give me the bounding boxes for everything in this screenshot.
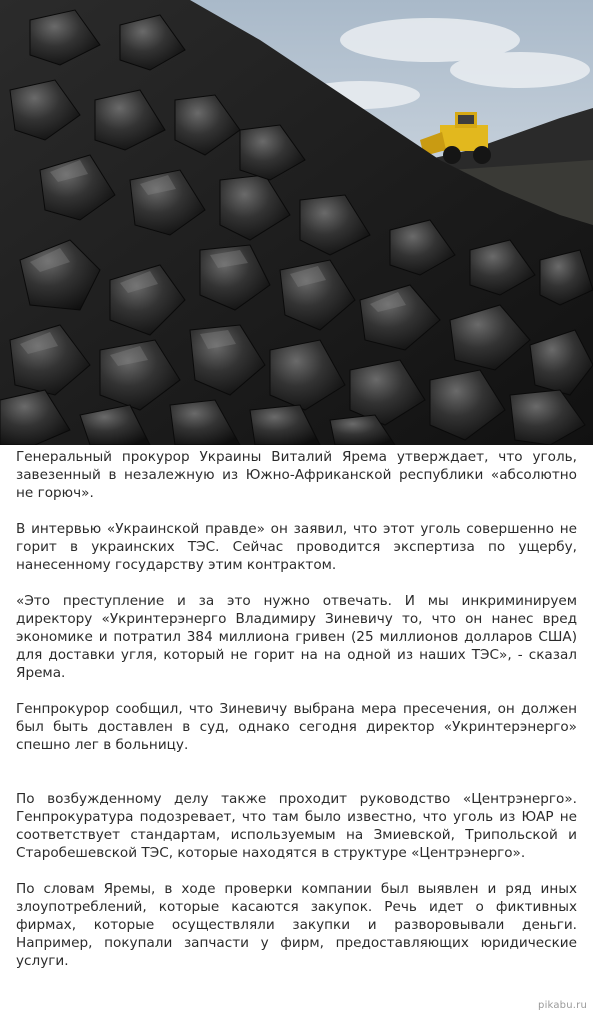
article-paragraph-6: По словам Яремы, в ходе проверки компании был выявлен и ряд иных злоупотреблений, которые касаются закупок. Речь идет о фиктивных фирмах, которые осуществляли закупки и разворовывали деньги. Например, покупали запчасти у фирм, предоставляющих юридические услуги. xyxy=(16,881,577,969)
article-paragraph-3: «Это преступление и за это нужно отвечать. И мы инкриминируем директору «Укринтерэнерго Владимиру Зиневичу то, что он нанес вред экономике и потратил 384 миллиона гривен (25 миллионов долларов США) для доставки угля, который не горит на на одной из наших ТЭС», - сказал Ярема. xyxy=(16,593,577,681)
article-paragraph-1: Генеральный прокурор Украины Виталий Ярема утверждает, что уголь, завезенный в незалежную из Южно-Африканской республики «абсолютно не горюч». xyxy=(16,449,577,501)
article-body xyxy=(16,448,577,988)
article-paragraph-5: По возбужденному делу также проходит руководство «Центрэнерго». Генпрокуратура подозревает, что там было известно, что уголь из ЮАР не соответствует стандартам, используемым на Змиевской, Трипольской и Старобешевской ТЭС, которые находятся в структуре «Центрэнерго». xyxy=(16,791,577,861)
article-paragraph-4: Генпрокурор сообщил, что Зиневичу выбрана мера пресечения, он должен был быть доставлен в суд, однако сегодня директор «Укринтерэнерго» спешно лег в больницу. xyxy=(16,701,577,753)
article-paragraph-2: В интервью «Украинской правде» он заявил, что этот уголь совершенно не горит в украинских ТЭС. Сейчас проводится экспертиза по ущербу, нанесенному государству этим контрактом. xyxy=(16,521,577,573)
coal-pile-image xyxy=(0,0,593,445)
pikabu-watermark: pikabu.ru xyxy=(538,1000,587,1011)
coal-pile-photo xyxy=(0,0,593,445)
